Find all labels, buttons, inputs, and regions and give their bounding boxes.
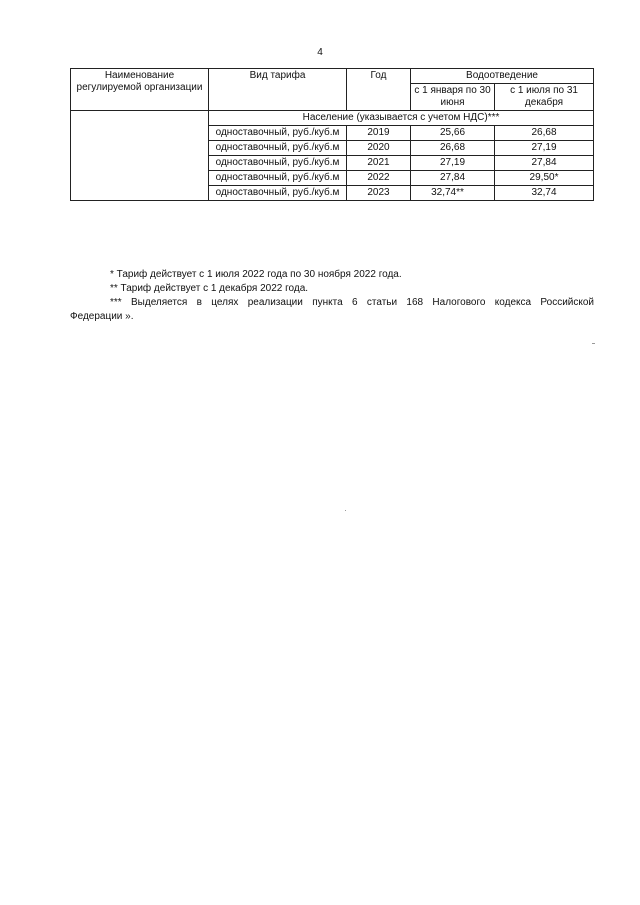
header-tariff-type: Вид тарифа xyxy=(209,69,347,111)
header-period1: с 1 января по 30 июня xyxy=(411,84,495,111)
tariff-type-cell: одноставочный, руб./куб.м xyxy=(209,186,347,201)
tariff-table xyxy=(70,68,594,201)
header-period2: с 1 июля по 31 декабря xyxy=(495,84,594,111)
header-row xyxy=(71,69,594,84)
period1-cell: 27,84 xyxy=(411,171,495,186)
section-row xyxy=(71,111,594,126)
year-cell: 2022 xyxy=(347,171,411,186)
org-cell xyxy=(71,111,209,201)
header-org: Наименование регулируемой организации xyxy=(71,69,209,111)
footnote-3-continuation: Федерации ». xyxy=(70,311,134,322)
scan-speck xyxy=(592,343,595,344)
period2-cell: 27,84 xyxy=(495,156,594,171)
year-cell: 2020 xyxy=(347,141,411,156)
tariff-type-cell: одноставочный, руб./куб.м xyxy=(209,126,347,141)
period2-cell: 26,68 xyxy=(495,126,594,141)
footnote-2: ** Тариф действует с 1 декабря 2022 года. xyxy=(110,283,309,294)
period2-cell: 32,74 xyxy=(495,186,594,201)
tariff-type-cell: одноставочный, руб./куб.м xyxy=(209,141,347,156)
footnote-1: * Тариф действует с 1 июля 2022 года по 30 ноября 2022 года. xyxy=(110,269,402,280)
year-cell: 2021 xyxy=(347,156,411,171)
period1-cell: 27,19 xyxy=(411,156,495,171)
page-number: 4 xyxy=(317,47,323,58)
tariff-type-cell: одноставочный, руб./куб.м xyxy=(209,171,347,186)
header-group: Водоотведение xyxy=(411,69,594,84)
tariff-type-cell: одноставочный, руб./куб.м xyxy=(209,156,347,171)
header-year: Год xyxy=(347,69,411,111)
footnote-3: *** Выделяется в целях реализации пункта 6 статьи 168 Налогового кодекса Российской xyxy=(110,297,594,308)
period1-cell: 26,68 xyxy=(411,141,495,156)
period2-cell: 27,19 xyxy=(495,141,594,156)
period1-cell: 32,74** xyxy=(411,186,495,201)
section-title: Население (указывается с учетом НДС)*** xyxy=(209,111,594,126)
year-cell: 2023 xyxy=(347,186,411,201)
period2-cell: 29,50* xyxy=(495,171,594,186)
period1-cell: 25,66 xyxy=(411,126,495,141)
footnotes xyxy=(70,268,594,324)
year-cell: 2019 xyxy=(347,126,411,141)
scan-speck xyxy=(345,510,346,511)
